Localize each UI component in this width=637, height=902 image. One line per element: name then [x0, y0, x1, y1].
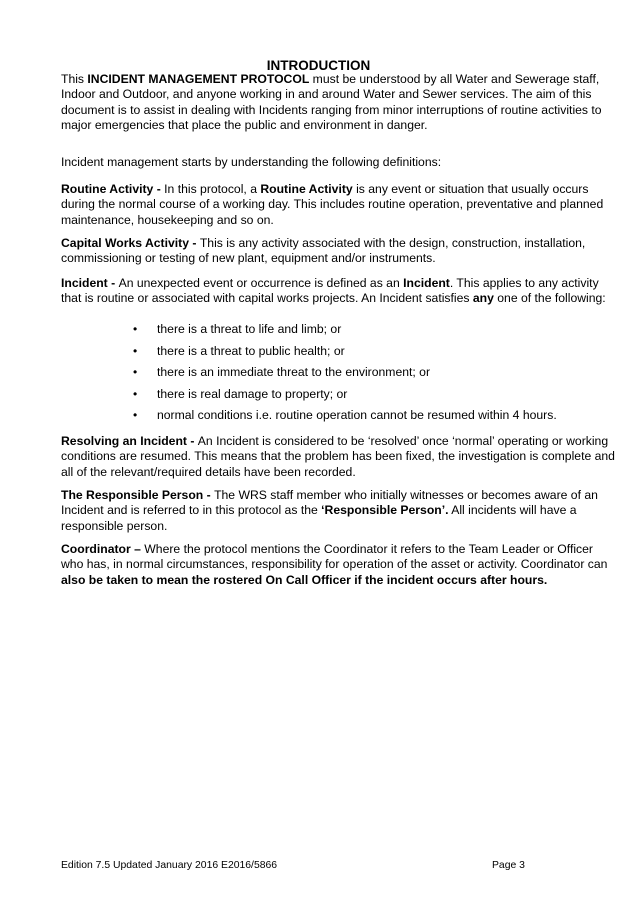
incident-text-3: one of the following: [493, 291, 606, 306]
incident-definition [61, 276, 617, 307]
responsible-person-definition [61, 488, 617, 534]
list-item [133, 365, 613, 387]
incident-text-1: An unexpected event or occurrence is defined as an [118, 276, 404, 290]
list-item [133, 387, 613, 409]
intro-text-2: must be understood by all Water and Sewerage staff, Indoor and Outdoor, and anyone working in and around Water and Sewer services. The aim of this document is to assist in dealing with Incidents ranging from minor interruptions of routine activities to major emergencies that place the public and environment in danger. [61, 72, 602, 132]
routine-text-2: is any event or situation that usually occurs during the normal course of a working day. This includes routine operation, preventative and planned maintenance, housekeeping and so on. [61, 182, 604, 227]
incident-bold: Incident [403, 276, 450, 290]
responsible-text-2: All incidents will have a responsible person. [61, 503, 577, 533]
resolving-incident-term: Resolving an Incident - [61, 434, 198, 448]
capital-text-1: This is any activity associated with the design, construction, installation, commissioning or testing of new plant, equipment and/or instruments. [61, 236, 586, 266]
capital-works-term: Capital Works Activity - [61, 236, 200, 250]
routine-activity-bold: Routine Activity [260, 182, 353, 196]
list-item [133, 408, 613, 430]
intro-paragraph [61, 72, 617, 133]
incident-any-bold: any [472, 291, 494, 306]
coordinator-text-1: Where the protocol mentions the Coordinator it refers to the Team Leader or Officer who has, in normal circumstances, responsibility for operation of the asset or activity. Coordinator can [61, 542, 608, 572]
routine-activity-term: Routine Activity - [61, 182, 165, 196]
routine-text-1: In this protocol, a [164, 182, 261, 196]
coordinator-definition [61, 542, 617, 588]
incident-term: Incident - [61, 276, 119, 290]
coordinator-bold: also be taken to mean the rostered On Call Officer if the incident occurs after hours. [61, 572, 548, 587]
page-heading: INTRODUCTION [266, 58, 371, 73]
list-item [133, 344, 613, 366]
footer-edition: Edition 7.5 Updated January 2016 E2016/5866 [61, 860, 278, 871]
definitions-intro: Incident management starts by understanding the following definitions: [61, 155, 442, 169]
bullet-icon: • [133, 365, 138, 380]
responsible-person-term: The Responsible Person - [61, 488, 215, 502]
list-item-text: there is a threat to life and limb; or [157, 322, 342, 336]
intro-text-1: This [61, 72, 88, 86]
responsible-person-bold: ‘Responsible Person’. [321, 503, 449, 518]
capital-works-definition [61, 236, 617, 267]
coordinator-term: Coordinator – [61, 542, 145, 556]
protocol-name: INCIDENT MANAGEMENT PROTOCOL [87, 72, 310, 86]
responsible-text-1: The WRS staff member who initially witnesses or becomes aware of an Incident and is referred to in this protocol as the [61, 488, 598, 518]
bullet-icon: • [133, 386, 138, 401]
list-item [133, 322, 613, 344]
bullet-icon: • [133, 322, 138, 336]
incident-text-2: . This applies to any activity that is routine or associated with capital works projects. An Incident satisfies [61, 276, 599, 306]
resolving-incident-definition [61, 434, 617, 480]
incident-criteria-list [133, 322, 613, 430]
list-item-text: there is real damage to property; or [157, 386, 348, 401]
resolving-text-1: An Incident is considered to be ‘resolved’ once ‘normal’ operating or working conditions are resumed. This means that the problem has been fixed, the investigation is complete and all of the relevant/required details have been recorded. [61, 434, 615, 479]
routine-activity-definition [61, 182, 617, 228]
bullet-icon: • [133, 408, 138, 423]
list-item-text: there is an immediate threat to the environment; or [157, 365, 431, 380]
list-item-text: normal conditions i.e. routine operation cannot be resumed within 4 hours. [157, 408, 557, 423]
list-item-text: there is a threat to public health; or [157, 343, 345, 358]
footer-page-number: Page 3 [492, 860, 525, 871]
bullet-icon: • [133, 343, 138, 358]
